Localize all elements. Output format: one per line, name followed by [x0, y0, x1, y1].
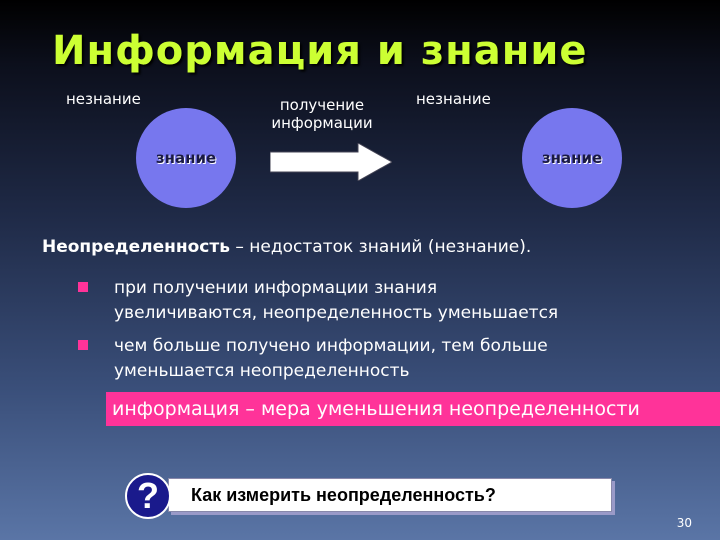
bullet-line: при получении информации знания [114, 278, 438, 298]
right-arrow-icon [270, 143, 392, 181]
key-statement-banner: информация – мера уменьшения неопределенности [106, 392, 720, 426]
arrow-caption-line1: получение [279, 96, 365, 114]
bullet-line: увеличиваются, неопределенность уменьшается [114, 303, 559, 323]
arrow-caption [250, 96, 394, 132]
left-knowledge-circle [136, 108, 236, 208]
uncertainty-definition [42, 237, 531, 257]
question-mark-glyph: ? [137, 475, 159, 516]
right-knowledge-label: знание [541, 149, 603, 167]
page-number: 30 [676, 516, 692, 530]
square-bullet-icon [78, 340, 88, 350]
arrow-caption-line2: информации [271, 114, 373, 132]
bullet-line: уменьшается неопределенность [114, 361, 410, 381]
definition-text: – недостаток знаний (незнание). [229, 237, 532, 257]
question-text: Как измерить неопределенность? [191, 485, 496, 505]
left-unknown-label: незнание [66, 90, 141, 108]
question-mark-icon[interactable] [125, 473, 171, 519]
right-knowledge-circle [522, 108, 622, 208]
slide-title: Информация и знание [52, 28, 588, 74]
left-knowledge-label: знание [155, 149, 217, 167]
question-button[interactable] [168, 478, 612, 512]
bullet-line: чем больше получено информации, тем больше [114, 336, 548, 356]
right-unknown-label: незнание [416, 90, 491, 108]
definition-term: Неопределенность [42, 237, 230, 257]
square-bullet-icon [78, 282, 88, 292]
